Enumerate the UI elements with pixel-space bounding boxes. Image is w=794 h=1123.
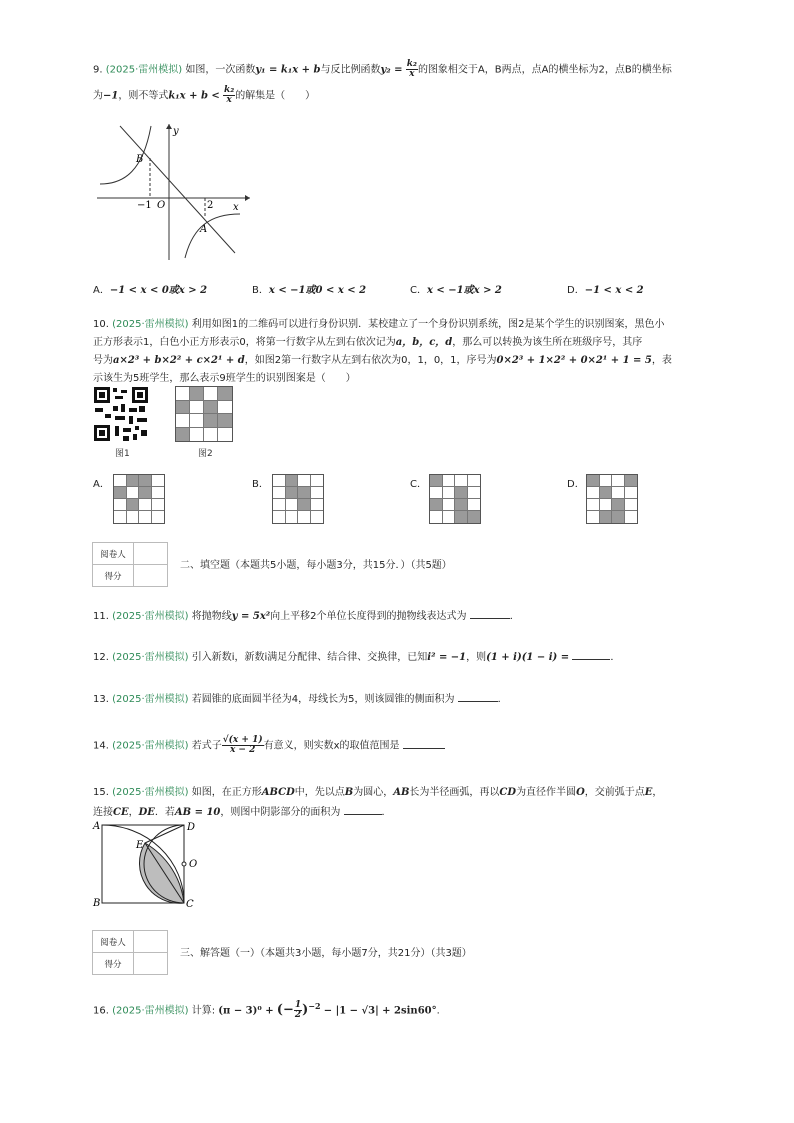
white-square [273, 487, 286, 499]
linear-function-line [120, 126, 235, 253]
white-square [600, 499, 613, 511]
q10-option-d-label[interactable]: D． [567, 479, 585, 490]
white-square [273, 499, 286, 511]
label-b: B [93, 898, 101, 909]
q9-option-c[interactable]: C．x < −1或x > 2 [410, 285, 502, 296]
white-square [139, 499, 152, 511]
white-square [625, 511, 638, 523]
q13: 13. (2025·雷州模拟) 若圆锥的底面圆半径为4，母线长为5，则该圆锥的侧面积为 ． [93, 691, 508, 707]
q10-line1: 10. (2025·雷州模拟) 利用如图1的二维码可以进行身份识别．某校建立了一个身份识别系统，图2是某个学生的识别图案，黑色小 [93, 319, 665, 330]
fig2-pattern [175, 386, 233, 442]
white-square [298, 511, 311, 523]
white-square [311, 511, 324, 523]
black-square [298, 499, 311, 511]
q12: 12. (2025·雷州模拟) 引入新数i，新数i满足分配律、结合律、交换律，已知i² = −1，则(1 + i)(1 − i) = ． [93, 649, 620, 665]
white-square [218, 428, 232, 442]
segment-de [145, 825, 184, 843]
score-box: 阅卷人 得分 [92, 542, 168, 587]
white-square [190, 414, 204, 428]
white-square [114, 475, 127, 487]
white-square [190, 428, 204, 442]
label-a: A [93, 821, 101, 832]
q10-line2: 正方形表示1，白色小正方形表示0，将第一行数字从左到右依次记为a，b，c，d，那么可以转换为该生所在班级序号，其序 [93, 337, 643, 348]
white-square [468, 487, 481, 499]
q9-line1: 9. (2025·雷州模拟) 如图，一次函数y₁ = k₁x + b与反比例函数y₂ = $\frac{\text{k₂}}{x}$ 的图象相交于A，B两点，点A的横坐标为2，点B的横坐标 [93, 59, 672, 79]
q9-graph [95, 118, 255, 263]
y-label: y [173, 126, 179, 137]
white-square [204, 428, 218, 442]
black-square [455, 511, 468, 523]
black-square [600, 487, 613, 499]
answer-blank[interactable] [458, 691, 498, 702]
white-square [443, 475, 456, 487]
white-square [204, 387, 218, 401]
q10-option-b-label[interactable]: B． [252, 479, 269, 490]
q10-option-c-pattern[interactable] [429, 474, 481, 524]
white-square [286, 499, 299, 511]
white-square [139, 511, 152, 523]
qr-code-icon [93, 386, 149, 442]
black-square [139, 475, 152, 487]
white-square [114, 511, 127, 523]
white-square [468, 475, 481, 487]
q9-source: (2025·雷州模拟) [105, 64, 183, 76]
answer-blank[interactable] [344, 804, 382, 815]
white-square [600, 475, 613, 487]
white-square [152, 499, 165, 511]
black-square [298, 487, 311, 499]
black-square [114, 487, 127, 499]
white-square [443, 487, 456, 499]
white-square [625, 487, 638, 499]
answer-blank[interactable] [470, 608, 510, 619]
black-square [204, 401, 218, 415]
q15-figure [90, 817, 210, 912]
white-square [311, 499, 324, 511]
fig2-caption: 图2 [198, 449, 213, 459]
white-square [587, 487, 600, 499]
white-square [430, 511, 443, 523]
fraction: $\frac{1}{2}$ [294, 999, 302, 1020]
tick-two: 2 [207, 200, 214, 211]
black-square [190, 387, 204, 401]
fraction: $\frac{\text{k₂}}{x}$ [406, 59, 417, 79]
origin-label: O [157, 200, 166, 211]
black-square [139, 487, 152, 499]
hyperbola-branch-lower [185, 214, 240, 258]
fig1-caption: 图1 [115, 449, 130, 459]
fraction: $\frac{\text{k₂}}{x}$ [224, 85, 235, 105]
white-square [176, 387, 190, 401]
white-square [455, 475, 468, 487]
white-square [273, 475, 286, 487]
black-square [625, 475, 638, 487]
label-d: D [187, 822, 196, 833]
black-square [587, 475, 600, 487]
q10-option-c-label[interactable]: C． [410, 479, 427, 490]
black-square [612, 511, 625, 523]
section3-title: 三、解答题（一）（本题共3小题，每小题7分，共21分）（共3题） [180, 948, 472, 959]
section2-title: 二、填空题（本题共5小题，每小题3分，共15分．）（共5题） [180, 560, 452, 571]
black-square [612, 499, 625, 511]
q10-option-a-label[interactable]: A． [93, 479, 110, 490]
white-square [311, 475, 324, 487]
label-c: C [186, 899, 194, 910]
white-square [443, 499, 456, 511]
point-b-label: B [136, 154, 144, 165]
answer-blank[interactable] [403, 738, 445, 749]
score-box: 阅卷人 得分 [92, 930, 168, 975]
white-square [587, 511, 600, 523]
white-square [612, 487, 625, 499]
x-label: x [233, 202, 239, 213]
black-square [430, 475, 443, 487]
black-square [455, 499, 468, 511]
q10-source: (2025·雷州模拟) [112, 319, 189, 330]
label-e: E [136, 840, 144, 851]
white-square [625, 499, 638, 511]
black-square [127, 499, 140, 511]
white-square [298, 475, 311, 487]
black-square [430, 499, 443, 511]
white-square [152, 511, 165, 523]
white-square [190, 401, 204, 415]
q9-option-b[interactable]: B．x < −1或0 < x < 2 [252, 285, 367, 296]
q16: 16. (2025·雷州模拟) 计算: (π − 3)⁰ + (− $\frac{1}{2}$ )$^{-2}$ − |1 − √3| + 2sin60°. [93, 999, 440, 1020]
black-square [600, 511, 613, 523]
white-square [273, 511, 286, 523]
q10-option-a-pattern[interactable] [113, 474, 165, 524]
black-square [286, 487, 299, 499]
black-square [176, 428, 190, 442]
white-square [127, 487, 140, 499]
black-square [286, 475, 299, 487]
q10-line4: 示该生为5班学生，那么表示9班学生的识别图案是（ ） [93, 373, 356, 384]
white-square [587, 499, 600, 511]
q15-line1: 15. (2025·雷州模拟) 如图，在正方形ABCD中，先以点B为圆心，AB长为半径画弧，再以CD为直径作半圆O，交前弧于点E， [93, 787, 663, 798]
white-square [152, 475, 165, 487]
white-square [311, 487, 324, 499]
q9-option-d[interactable]: D．−1 < x < 2 [567, 285, 644, 296]
white-square [176, 414, 190, 428]
white-square [612, 475, 625, 487]
q10-option-d-pattern[interactable] [586, 474, 638, 524]
tick-minus-one: −1 [137, 200, 152, 211]
black-square [218, 387, 232, 401]
q15-line2: 连接CE，DE．若AB = 10，则图中阴影部分的面积为 ． [93, 804, 392, 820]
q11: 11. (2025·雷州模拟) 将抛物线y = 5x²向上平移2个单位长度得到的抛物线表达式为 ． [93, 608, 520, 624]
black-square [204, 414, 218, 428]
black-square [127, 475, 140, 487]
white-square [468, 499, 481, 511]
q10-option-b-pattern[interactable] [272, 474, 324, 524]
white-square [152, 487, 165, 499]
fraction: $\frac{√(x + 1)}{x - 2}$ [222, 735, 263, 755]
black-square [176, 401, 190, 415]
x-arrow-icon [245, 195, 250, 201]
black-square [455, 487, 468, 499]
q14: 14. (2025·雷州模拟) 若式子 $\frac{√(x + 1)}{x - 2}$ 有意义，则实数x的取值范围是 [93, 736, 445, 755]
point-o [182, 862, 186, 866]
q9-line2: 为−1，则不等式k₁x + b < $\frac{\text{k₂}}{x}$ 的解集是（ ） [93, 85, 316, 105]
label-o: O [189, 859, 198, 870]
y-arrow-icon [166, 124, 172, 129]
black-square [468, 511, 481, 523]
q10-line3: 号为a×2³ + b×2² + c×2¹ + d，如图2第一行数字从左到右依次为0，1，0，1，序号为0×2³ + 1×2² + 0×2¹ + 1 = 5，表 [93, 355, 672, 366]
q9-option-a[interactable]: A．−1 < x < 0或x > 2 [93, 285, 208, 296]
white-square [443, 511, 456, 523]
white-square [430, 487, 443, 499]
answer-blank[interactable] [572, 649, 610, 660]
white-square [218, 401, 232, 415]
point-a-label: A [200, 224, 208, 235]
white-square [127, 511, 140, 523]
white-square [114, 499, 127, 511]
black-square [218, 414, 232, 428]
white-square [286, 511, 299, 523]
